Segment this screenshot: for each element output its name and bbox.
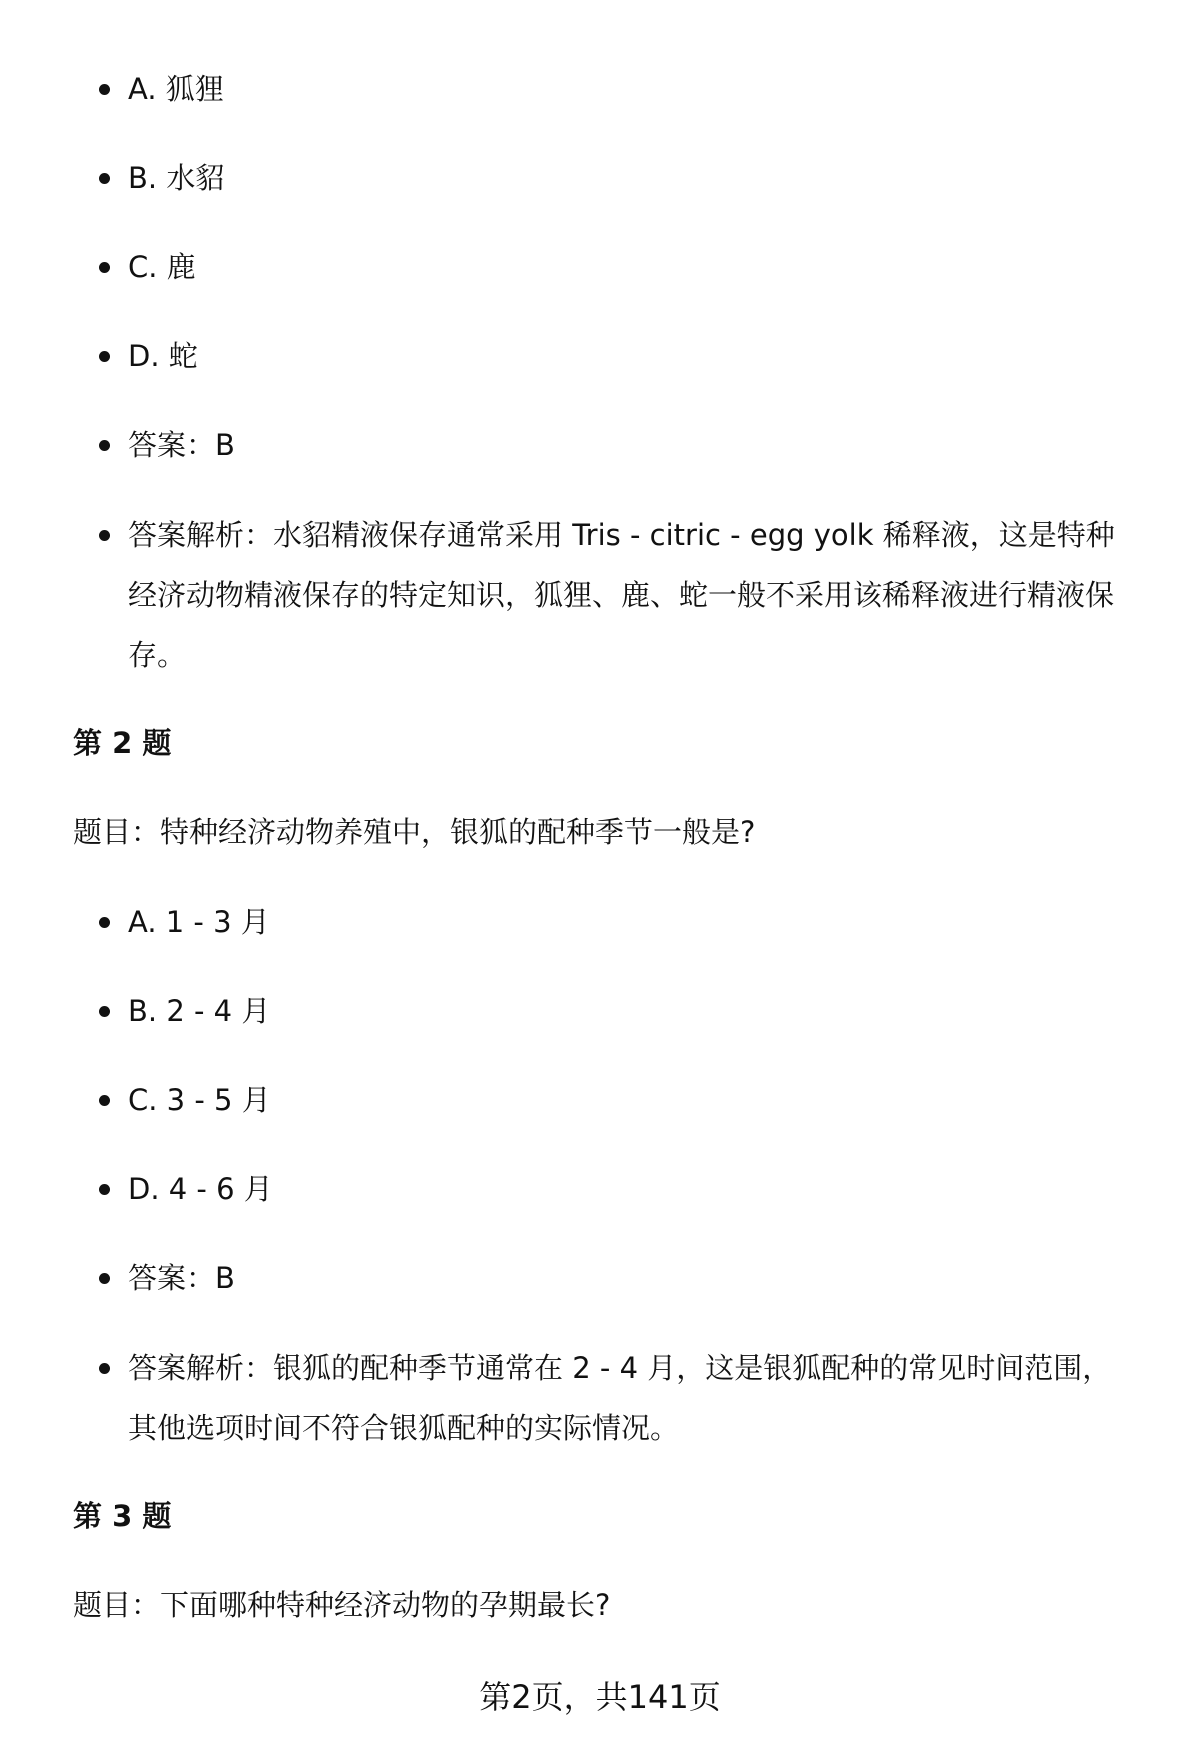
explanation-text: 答案解析：水貂精液保存通常采用 Tris - citric - egg yolk 稀释液，这是特种经济动物精液保存的特定知识，狐狸、鹿、蛇一般不采用该稀释液进行精液保存。 [128, 518, 1115, 672]
answer-text: 答案：B [128, 428, 235, 462]
bullet-icon [99, 1363, 110, 1374]
question-2-heading: 第 2 题 [73, 726, 172, 760]
option-text: B. 水貂 [128, 161, 225, 195]
bullet-icon [99, 1184, 110, 1195]
page-number: 第2页，共141页 [479, 1678, 721, 1716]
question-3-heading: 第 3 题 [73, 1499, 172, 1533]
option-text: A. 1 - 3 月 [128, 905, 270, 939]
option-text: C. 鹿 [128, 250, 196, 284]
bullet-icon [99, 351, 110, 362]
bullet-icon [99, 530, 110, 541]
option-text: D. 蛇 [128, 339, 198, 373]
bullet-icon [99, 1006, 110, 1017]
option-text: C. 3 - 5 月 [128, 1083, 271, 1117]
option-text: A. 狐狸 [128, 72, 224, 106]
option-text: B. 2 - 4 月 [128, 994, 271, 1028]
bullet-icon [99, 1273, 110, 1284]
bullet-icon [99, 262, 110, 273]
question-3-text: 题目：下面哪种特种经济动物的孕期最长? [73, 1588, 611, 1622]
bullet-icon [99, 173, 110, 184]
answer-text: 答案：B [128, 1261, 235, 1295]
bullet-icon [99, 440, 110, 451]
bullet-icon [99, 917, 110, 928]
explanation-text: 答案解析：银狐的配种季节通常在 2 - 4 月，这是银狐配种的常见时间范围，其他选项时间不符合银狐配种的实际情况。 [128, 1351, 1112, 1445]
bullet-icon [99, 84, 110, 95]
option-text: D. 4 - 6 月 [128, 1172, 273, 1206]
bullet-icon [99, 1095, 110, 1106]
question-2-text: 题目：特种经济动物养殖中，银狐的配种季节一般是? [73, 815, 756, 849]
